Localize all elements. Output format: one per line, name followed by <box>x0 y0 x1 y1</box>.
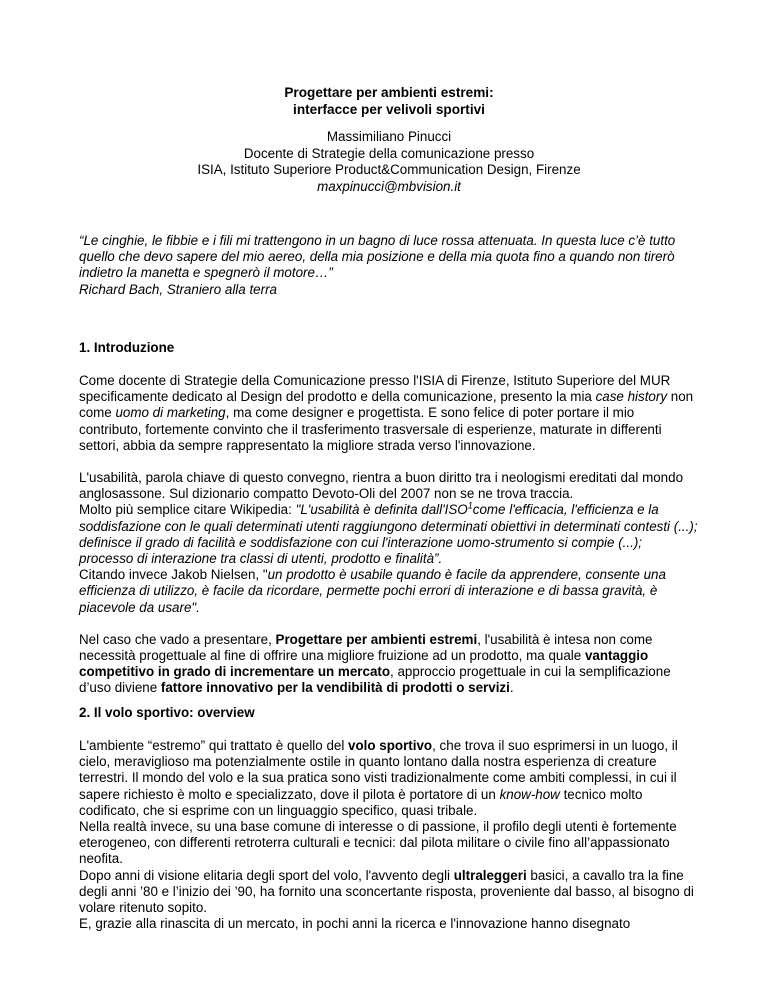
text-run-italic: case history <box>595 389 668 405</box>
text-run: basici, a cavallo tra la fine degli anni ’80 e l’inizio dei ’90, ha fornito una sconcertante risposta, proveniente dal basso, al bisogno di volare ritenuto sopito. <box>79 867 694 916</box>
text-run-bold: fattore innovativo per la vendibilità di prodotti o servizi <box>160 680 510 696</box>
text-run: E, grazie alla rinascita di un mercato, in pochi anni la ricerca e l'innovazione hanno disegnato <box>79 916 631 932</box>
epigraph-quote <box>79 233 699 298</box>
title-line-1: Progettare per ambienti estremi: <box>284 85 494 100</box>
text-run: Dopo anni di visione elitaria degli sport del volo, l'avvento degli <box>79 867 454 883</box>
quote-attribution: Richard Bach, Straniero alla terra <box>79 281 277 297</box>
text-run-bold: Progettare per ambienti estremi <box>275 631 478 647</box>
paragraph <box>79 373 699 454</box>
text-run-italic: uomo di marketing <box>115 405 226 421</box>
text-run: , ma come designer e progettista. E sono felice di poter portare il mio contributo, fortemente convinto che il trasferimento trasversale di esperienze, maturate in differenti settori, abbia da sempre rappresentato la migliore strada verso l'innovazione. <box>79 405 662 453</box>
text-run-italic: know-how <box>499 786 560 802</box>
author-institution: ISIA, Istituto Superiore Product&Communication Design, Firenze <box>197 162 581 177</box>
footnote-ref[interactable]: 1 <box>467 500 473 511</box>
paper-title <box>79 84 699 118</box>
text-run-italic: come l'efficacia, l'efficienza e la soddisfazione con le quali determinati utenti raggiungono determinati obiettivi in determinati contesti (...); definisce il grado di facilità e soddisfazione con cui l'interazione uomo-strumento si compie (...); processo di interazione tra classi di utenti, prodotto e finalità”. <box>79 502 698 567</box>
text-run: Nella realtà invece, su una base comune di interesse o di passione, il profilo degli utenti è fortemente eterogeneo, con differenti retroterra culturali e tecnici: dal pilota militare o civile fino all’appassionato neofita. <box>79 819 677 867</box>
author-name: Massimiliano Pinucci <box>326 129 452 144</box>
text-run: L'usabilità, parola chiave di questo convegno, rientra a buon diritto tra i neologismi ereditati dal mondo anglosassone. Sul dizionario compatto Devoto-Oli del 2007 non se ne trova traccia. <box>79 470 684 502</box>
text-run: non come <box>79 389 694 421</box>
text-run-italic: un prodotto è usabile quando è facile da apprendere, consente una efficienza di utilizzo, è facile da ricordare, permette pochi errori di interazione e di bassa gravità, è piacevole da usare". <box>79 567 666 615</box>
section-introduzione-body <box>79 373 699 713</box>
text-run: Come docente di Strategie della Comunicazione presso l'ISIA di Firenze, Istituto Superiore del MUR specificamente dedicato al Design del prodotto e della comunicazione, presento la mia <box>79 373 671 405</box>
paragraph <box>79 632 699 697</box>
author-block <box>79 129 699 195</box>
paragraph <box>79 738 699 932</box>
quote-text: “Le cinghie, le fibbie e i fili mi trattengono in un bagno di luce rossa attenuata. In questa luce c’è tutto quello che devo sapere del mio aereo, della mia posizione e della mia quota fino a quando non tirerò indietro la manetta e spegnerò il motore…” <box>79 233 676 281</box>
text-run: , che trova il suo esprimersi in un luogo, il cielo, meraviglioso ma potenzialmente ostile in quanto lontano dalla nostra esperienza di creature terrestri. Il mondo del volo e la sua pratica sono visti tradizionalmente come ambiti complessi, in cui il sapere richiesto è molto e specializzato, dove il pilota è portatore di un <box>79 738 678 802</box>
text-run: , approccio progettuale in cui la semplificazione d’uso diviene <box>79 664 671 696</box>
text-run: . <box>509 680 514 696</box>
text-run: Citando invece Jakob Nielsen, " <box>79 567 268 583</box>
text-run: , l'usabilità è intesa non come necessità progettuale al fine di offrire una migliore fruizione ad un prodotto, ma quale <box>79 631 653 664</box>
text-run-bold: volo sportivo <box>348 738 433 753</box>
section-heading-volo-sportivo: 2. Il volo sportivo: overview <box>79 705 255 720</box>
author-email: maxpinucci@mbvision.it <box>317 178 461 194</box>
text-run-bold: ultraleggeri <box>453 867 527 883</box>
text-run-bold: vantaggio competitivo in grado di incrementare un mercato <box>79 648 649 680</box>
section-volo-sportivo-body <box>79 738 699 948</box>
text-run: L'ambiente “estremo” qui trattato è quello del <box>79 738 349 753</box>
author-role: Docente di Strategie della comunicazione presso <box>243 145 535 161</box>
title-line-2: interfacce per velivoli sportivi <box>293 102 485 117</box>
paragraph <box>79 470 699 616</box>
text-run: Nel caso che vado a presentare, <box>79 631 276 647</box>
section-heading-introduzione: 1. Introduzione <box>79 340 175 355</box>
text-run: Molto più semplice citare Wikipedia: <box>79 502 296 518</box>
text-run-italic: "L'usabilità è definita dall'ISO <box>295 502 468 518</box>
text-run: tecnico molto codificato, che si esprime con un linguaggio specifico, quasi tribale. <box>79 786 643 818</box>
